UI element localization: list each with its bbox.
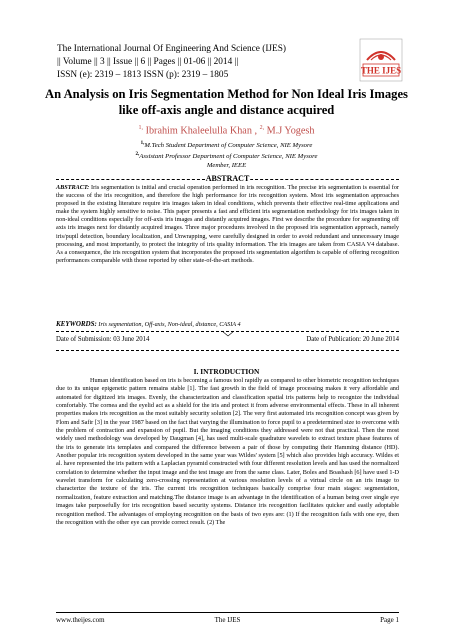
publication-date: Date of Publication: 20 June 2014	[306, 336, 399, 343]
page-footer	[56, 616, 399, 626]
abstract-heading: ABSTRACT	[205, 174, 250, 183]
keywords	[56, 320, 399, 328]
abstract-divider	[56, 175, 399, 184]
footer-website: www.theijes.com	[56, 616, 105, 624]
journal-header	[57, 43, 357, 82]
keywords-text: Iris segmentation, Off-axis, Non-ideal, distance, CASIA 4	[96, 321, 241, 328]
affiliations	[40, 139, 413, 170]
footer-journal: The IJES	[214, 616, 241, 624]
author-line	[40, 125, 413, 136]
author1-superscript: 1,	[138, 125, 144, 131]
divider-ornament-icon	[222, 331, 234, 337]
footer-page: Page 1	[380, 616, 399, 624]
aff2-superscript: 2,	[135, 152, 140, 158]
affiliation-2	[40, 150, 413, 161]
paper-title: An Analysis on Iris Segmentation Method for Non Ideal Iris Images like off-axis angle and distance acquired	[45, 87, 408, 117]
submission-date: Date of Submission: 03 June 2014	[56, 336, 150, 343]
abstract-text: Iris segmentation is initial and crucial operation performed in iris recognition. The precise iris segmentation is essential for the success of the iris recognition, and therefore the high performance for iris recognition system. Most iris segmentation approaches proposed in the existing literature require iris images taken in ideal conditions, which prevents their effective real-time applications and make the system highly sensitive to noise. This paper presents a fast and efficient iris segmentation methodology for iris images taken in non-ideal conditions especially for off-axis iris images and distantly acquired images. First we describe the procedure for segmenting off axis iris images next for distantly acquired images. Three major procedures involved in the proposed iris segmentation approach, namely iris/pupil detection, boundary localization, and Unwrapping, were carefully designed in order to avoid redundant and unnecessary image processing, and most importantly, to protect the integrity of iris quality information. The iris images are taken from CASIA V4 database. As a consequence, the iris recognition system that incorporates the proposed iris segmentation algorithm is capable of offering recognition performances comparable with those reported by other state-of-the-art methods.	[56, 184, 399, 264]
journal-issn: ISSN (e): 2319 – 1813 ISSN (p): 2319 – 1805	[57, 70, 229, 80]
abstract-label: ABSTRACT:	[56, 184, 90, 191]
author1-name: Ibrahim Khaleelulla Khan ,	[145, 125, 258, 137]
aff1-text: M.Tech Student Department of Computer Science, NIE Mysore	[144, 142, 313, 150]
divider-bottom	[56, 350, 399, 351]
abstract-body	[56, 184, 399, 265]
dates-row	[56, 336, 399, 346]
aff2-text: Assistant Professor Department of Computer Science, NIE Mysore	[139, 153, 318, 161]
section-heading: I. INTRODUCTION	[193, 367, 260, 376]
intro-body	[56, 377, 399, 527]
journal-name: The International Journal Of Engineering And Science (IJES)	[57, 44, 286, 54]
author2-name: M.J Yogesh	[266, 125, 315, 137]
author2-superscript: 2,	[259, 125, 265, 131]
logo-text: THE IJES	[360, 65, 402, 76]
intro-paragraph: Human identification based on iris is becoming a famous tool rapidly as compared to other biometric recognition techniques due to its unique epigenetic pattern remains stable [1]. The fast growth in the field of image processing makes it very affordable and automated for digitized iris images. Evenly, the characterization and classification spatial iris patterns help to recognize the individual comfortably. The cornea and the eyelid act as a shield for the iris and protect it from adverse environmental effects. These in all inherent properties makes iris recognition as the most suitably security solution [2]. The very first automated iris recognition concept was given by Flom and Safir [3] in the year 1987 based on the fact that varying the illumination to force pupil to a predetermined size to overcome with the problem of contraction and expansion of pupil. But the imaging conditions they addressed were not that practical. Then the most widely used methodology was developed by Daugman [4], has used multi-scale quadrature wavelets to extract texture phase features of the iris to generate iris templates and compared the difference between a pair of those by computing their Hamming distance (HD). Another popular iris recognition system developed in the same year was Wildes' system [5] which also provides high accuracy. Wildes et al. have represented the iris pattern with a Laplacian pyramid constructed with four different resolution levels and has used the normalized correlation to determine whether the input image and the test image are from the same class. Later, Boles and Boashash [6] have used 1-D wavelet transform for calculating zero-crossing representation at various resolution levels of a virtual circle on an iris image to characterize the texture of the iris. The current iris recognition techniques basically comprise four main stages: segmentation, normalization, feature extraction and matching.The distance image is an advantage in the identification of a human being over single eye images take purposefully for iris recognition based security systems. Distance iris recognition facilitates quicker and easily adoptable recognition method. The advantages of employing recognition on the basis of two eyes are: (1) If the recognition fails with one eye, then the recognition with the other eye can provide correct result. (2) The	[56, 377, 399, 526]
ijes-logo-icon	[359, 38, 403, 82]
affiliation-1	[40, 139, 413, 150]
affiliation-2-member: Member, IEEE	[206, 162, 247, 170]
keywords-label: KEYWORDS:	[56, 320, 97, 328]
aff1-superscript: 1,	[140, 141, 145, 146]
journal-volume: || Volume || 3 || Issue || 6 || Pages || 01-06 || 2014 ||	[57, 57, 239, 67]
footer-divider	[56, 612, 399, 613]
